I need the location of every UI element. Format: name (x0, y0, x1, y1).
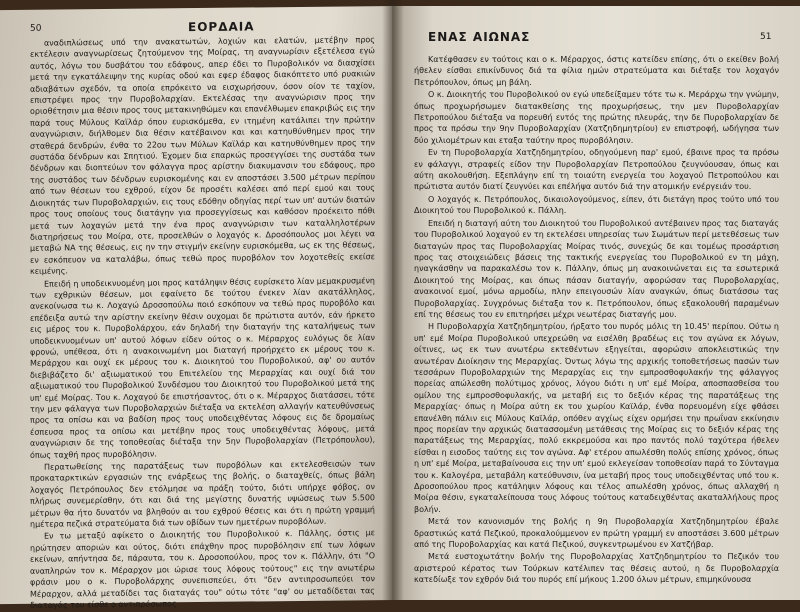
paragraph: Η Πυροβολαρχία Χατζηδημητρίου, ήρξατο του πυρός μόλις τη 10.45' περίπου. Ούτω η υπ' εμέ Μοίρα Πυροβολικού υπεχρεώθη να εισέλθη βραδέως εις τον αγώνα εκ λόγων, οίτινες, ως εκ των ανωτέρω εκτεθέντων εξηγείται, αφορώσιν αποκλειστικώς την ανωτέραν Διοίκησιν της Μεραρχίας. Όντως λόγω της αρχικής τοποθετήσεως πασών των τεσσάρων Πυροβολαρχιών της Μεραρχίας εις την εμπροσθοφυλακήν της φάλαγγος πορείας απώλεσθη πολύτιμος χρόνος, λόγου διότι η υπ' εμέ Μοίρα, αποσπασθείσα του ομίλου της εμπροσθοφυλακής, να μεταβή εις το δεξιόν κέρας της παρατάξεως της Μεραρχίας· όπως η Μοίρα αύτη εκ του χωρίου Καϊλάρ, ένθα πορευομένη είχε φθάσει επανέλθη πάλιν εις Μύλους Καϊλάρ, οπόθεν αγχίως είχεν ορμήσει την πρωΐναν εκκίνησιν προς πορείαν την αρχικώς διατασσομένη μετάθεσις της Μοίρας εις το δεξιόν κέρας της παρατάξεως της Μεραρχίας, πολύ εκκρεμούσα και προ παντός πολύ ταχύτερα ήθελεν είσθαι η εισοδος ταύτης εις τον αγώνα. Αφ' ετέρου απωλέσθη πολύς επίσης χρόνος, όπως η υπ' εμέ Μοίρα, μεταβαίνουσα εις την υπ' εμού εκλεγείσαν τοποθεσίαν παρά το Σύνταγμα του κ. Καλογέρα, μεταβάλη κατεύθυνσιν, ίνα μεταβή προς τους υποδειχθέντας υπό του κ. Δροσοπούλου προς κατάληψιν λόφους και τέλος απωλέσθη χρόνος, όπως αλλαχθή η Μοίρα θέσιν, εγκαταλείπουσα τους λόφους τούτους καταδειχθέντας ακαταλλήλους προς βολήν. (414, 322, 779, 514)
paragraph: Εν τω μεταξύ αφίκετο ο Διοικητής του Πυροβολικού κ. Πάλλης, όστις με ηρώτησεν αποριών και ούτος, διότι επάχθην προς πυροβόλησιν επί των λόφων εκείνων, απήντησα δε, πάραυτα, του κ. Δροσοπούλου, προς τον κ. Πάλλην, ότι "Ο αναπληρών τον κ. Μέραρχον μοι ώρισε τους λόφους τούτους" εις την ανωτέρω φράσιν μου ο κ. Πυροβολάρχης συνεπισπεύει, ότι "δεν αντιπροσωπεύει τον Μέραρχον, αλλά μεταδίδει τας διαταγάς του" ούτω τότε "αφ' ου μεταδίδεται τας διαταγάς του είσθε ο αντιπρόσωπος (30, 528, 375, 610)
paragraph: Κατέφθασεν εν τούτοις και ο κ. Μέραρχος, όστις κατείδεν επίσης, ότι ο εκείθεν βολή ήθελεν είσθαι επικίνδυνος διά τα φίλια ημών στρατεύματα και διέταξε τον λοχαγόν Πετρόπουλον, όπως μη βάλη. (414, 55, 779, 87)
right-running-head: ΕΝΑΣ ΑΙΩΝΑΣ (428, 30, 531, 44)
left-page (0, 6, 392, 610)
paragraph: Εν τη Πυροβολαρχία Χατζηδημητρίου, οδηγούμενη παρ' εμού, έβαινε προς τα πρόσω εν φάλαγγι, στραφείς είδον την Πυροβολαρχίαν Πετροπούλου ζευγνύουσαν, όπως και αύτη ακολουθήση. Εξεπλάγην επί τη τοιαύτη ενεργεία του λοχαγού Πετροπούλου και πρώτιστα αυτόν διατί ζευγνύει και επέλήψα αυτόν διά την ατομικήν ενέργειάν του. (414, 148, 779, 192)
left-page-text (30, 34, 375, 612)
left-page-number: 50 (30, 23, 42, 34)
paragraph: Περατωθείσης της παρατάξεως των πυροβόλων και εκτελεσθεισών των προκαταρκτικών εργασιών της ενάρξεως της βολής, ο διαταχθείς, όπως βάλη λοχαγός Πετρόπουλος δεν ετόλμησε να πράξη τούτο, διότι υπήρχε φόβος, ον πλήρως συνεμερίσθην, ότι και διά της μεγίστης δυνατής υψώσεως των 5.500 μέτρων θα ήτο δυνατόν να βληθούν αι του εχθρού θέσεις και ότι η πρώτη γραμμή ημέτερα πεζικά στρατεύματα διά των οβίδων των ημετέρων πυροβόλων. (30, 459, 375, 529)
right-page-number: 51 (760, 32, 772, 42)
right-page-text (414, 54, 779, 587)
paragraph: αναδιπλώσεως υπό την ανακατωτών, λοχιών και ελατών, μετέβην προς εκτέλεσιν αναγνωρίσεως ζητούμενον της Μοίρας, τη αναγνωρίσιν εξετέλεσα εγώ αυτός, λόγω του δυσβάτου του εδάφους, απερ έδει το Πυροβολικόν να διασχίσει μετά την εγκατάλειψην της κυρίας οδού και εφερ έδαφος διακόπτετο υπό ρυακιών αδιαβάτων σχεδόν, τα οποία επρόκειτο να εισχωρήσουν, όσον οίον τε ταχίον, επιστρέψει προς την Πυροβολαρχίαν. Εκτελέσας την αναγνώρισιν προς την οριοθέτησιν μια θέσιν προς τους μετακινηθώμεν και επανέλθωμεν επακριβώς εις την παρά τους Μύλους Καϊλάρ όπου ευρισκόμεθα, εν ιτημένη κατάλιπει την πρώτην αναγνώρισιν, διήλθομεν δια θέσιν κατέβαινον και και κατηυθύνθημεν προς την σταθερά δενδρών, ένθα το 22ου των Μύλων Καϊλάρ και κατηυθύνθημεν προς την συστάδα δένδρων και Σπητιού. Έχομεν δια επαρκώς προσεγγίσει της συστάδα των δένδρων και διοπτεύων τον φάλαγγα προς αρίστην διακυμανσιν του εδάφους, προ της συστάδος των δένδρων ευρισκομένης και εν αποστάσει 3.500 μέτρων περίπου από των θέσεων του εχθρού, είχον δε προσέτι καλέσει από περί εμού και τους Διοικητάς των Πυροβολαρχιών, εις τους εδόθην οδηγίας περί των υπ' αυτών διατών προς τους οποίους τους διατάγην για προσεγγίσεως και καθόσον προέκειτο πόθι μετά των λοχαγών μετά την ένα προς αναγνώρισιν των καταλληλοτέρων διατηρήσεως του Μοίρα, οτε, προσελθών ο λοχαγός κ. Δροσόπουλος μοι λέγει να μεταβώ ΝΑ της θέσεως, εις ην την στιγμήν εκείνην ευρισκόμεθα, ως εκ της θέσεως, εν εσκόπευον να καταλάβω, όπως τεθώ προς πυροβόλον τον λοχοτεθείς εκείσε κειμένης. (30, 35, 375, 276)
paragraph: Επειδή η διαταγή αύτη του Διοικητού του Πυροβολικού αντέβαινεν προς τας διαταγάς του Πυροβολικού λοχαγού εν τη εκτελέσει υπηρεσίας των Σωμάτων περί μετεθέσεως των διαταγών προς τας Πυροβολαρχίας Μοίρας τινός, συνεχώς δε και τομέως προσάρτιση προς τας στοιχειώδεις βάσεις της τακτικής ενεργείας του Πυροβολικού εν τη μάχη, ηναγκάσθην να παρακαλέσω τον κ. Πάλλην, όπως μη ανακοινώνεται εις τα εσωτερικά Διοικητού της Μοίρας, και όπως πάσαν διαταγήν, αφορώσαν τας Πυροβολαρχίας, ανακοινοί εμοί, μόνω αρμοδίω, πλην επειγουσών λίαν αναγκών, όπως διατάσσω τας Πυροβολαρχίας. Συγχρόνως διέταξα τον κ. Πετρόπουλον, όπως εξακολουθή παραμένων επί της θέσεως του εν επιτηρήσει μέχρι νεωτέρας διαταγής μου. (414, 218, 779, 319)
paragraph: Μετά τον κανονισμόν της βολής η 9η Πυροβολαρχία Χατζηδημητρίου έβαλε δραστικώς κατά Πεζικού, προκαλούμμενον εν πρώτη γραμμή εν αποστάσει 3.600 μέτρων από της Πυροβολαρχίας και κατά Πεζικού, συγκεντρωμένου εν Χατζήβαρ. (414, 517, 779, 550)
paragraph: Επειδή η υποδεικνυομένη μοι προς κατάληψιν θέσις ευρίσκετο λίαν μεμακρυσμένη των εχθρικών θέσεων, μοι εφαίνετο δε τούτου ένεκεν λίαν ακατάλληλος, ανεκοίνωσα τω κ. Λοχαγώ Δροσοπούλω ποιό εσκόπουν να τεθώ προς πυροβόλο και επέδειξα αυτώ την αρίστην εκείνην θέσιν ουχομαι δε πρώτιστα αυτόν, εάν ήρκετο εις μέρος του κ. Πυροβολάρχου, εάν δηλαδή την διαταγήν της καταλήψεως των υποδεικνυομένων υπ' αυτού λόφων είδεν ούτος ο κ. Μέραρχος ευλόγως δε λίαν φρονώ, υπέθεσα, ότι η ανακοινωμένη μοι διαταγή προήρχετο εκ μέρους του κ. Μεράρχου και ουχί εκ μέρους του κ. Διοικητού του Πυροβολικού, αφ' ου αυτόν διεβιβάζετο δι' αξιωματικού του Επιτελείου της Μεραρχίας και ουχί διά του αξιωματικού του Πυροβολικού Συνδέσμου του Διοικητού του Πυροβολικού μετά της υπ' εμέ Μοίρας. Του κ. Λοχαγού δε επιστήσαντος, ότι ο κ. Μέραρχος διατάσσει, τότε την μεν φάλαγγα των Πυροβολαρχιών διέταξα να εκτελέση αλλαγήν κατευθύνσεως προς τα οπίσω και να βαδίση προς τους υποδειχθέντας λόφους εις δε δρομαίως έσπευσα προς τα οπίσω και μετέβην προς τους υποδειχθέντας λόφους, μετά αναγνώρισιν δε της τοποθεσίας διέταξα την 5ην Πυροβολαρχίαν (Πετρόπουλου), όπως ταχθή προς πυροβόλησιν. (30, 275, 375, 460)
left-running-head: ΕΟΡΔΑΙΑ (188, 19, 255, 35)
paragraph: Ο κ. Διοικητής του Πυροβολικού ον εγώ υπεδείξαμεν τότε τω κ. Μεράρχω την γνώμην, όπως προχωρήσωμεν διατακθείσης της προχωρήσεως, την μεν Πυροβολαρχίαν Πετροπούλου διέταξα να πορευθή εντός της πρώτης πλευράς, την δε Πυροβολαρχίαν δε προς τα πρόσω την 9ην Πυροβολαρχίαν (Χατζηδημητρίου) εν επιστροφή, ωδήγησα των δύο χιλιομέτρων και εταξα ταύτην προς πυροβόλησιν. (414, 90, 779, 145)
paragraph: Μετά ευστοχωτάτην βολήν της Πυροβολαρχίας Χατζηδημητρίου το Πεζικόν του αριστερού κέρατος των Τούρκων κατέλιπεν τας θέσεις αυτού, η δε Πυροβολαρχία κατεδίωξε τον εχθρόν διά του πυρός επί μήκους 1.200 όλων μέτρων, επιμηκύνουσα (414, 552, 779, 585)
right-page (392, 6, 800, 600)
paragraph: Ο λοχαγός κ. Πετρόπουλος, δικαιολογούμενος, είπεν, ότι διετάγη προς τούτο υπό του Διοικητού του Πυροβολικού κ. Πάλλη. (414, 194, 779, 216)
